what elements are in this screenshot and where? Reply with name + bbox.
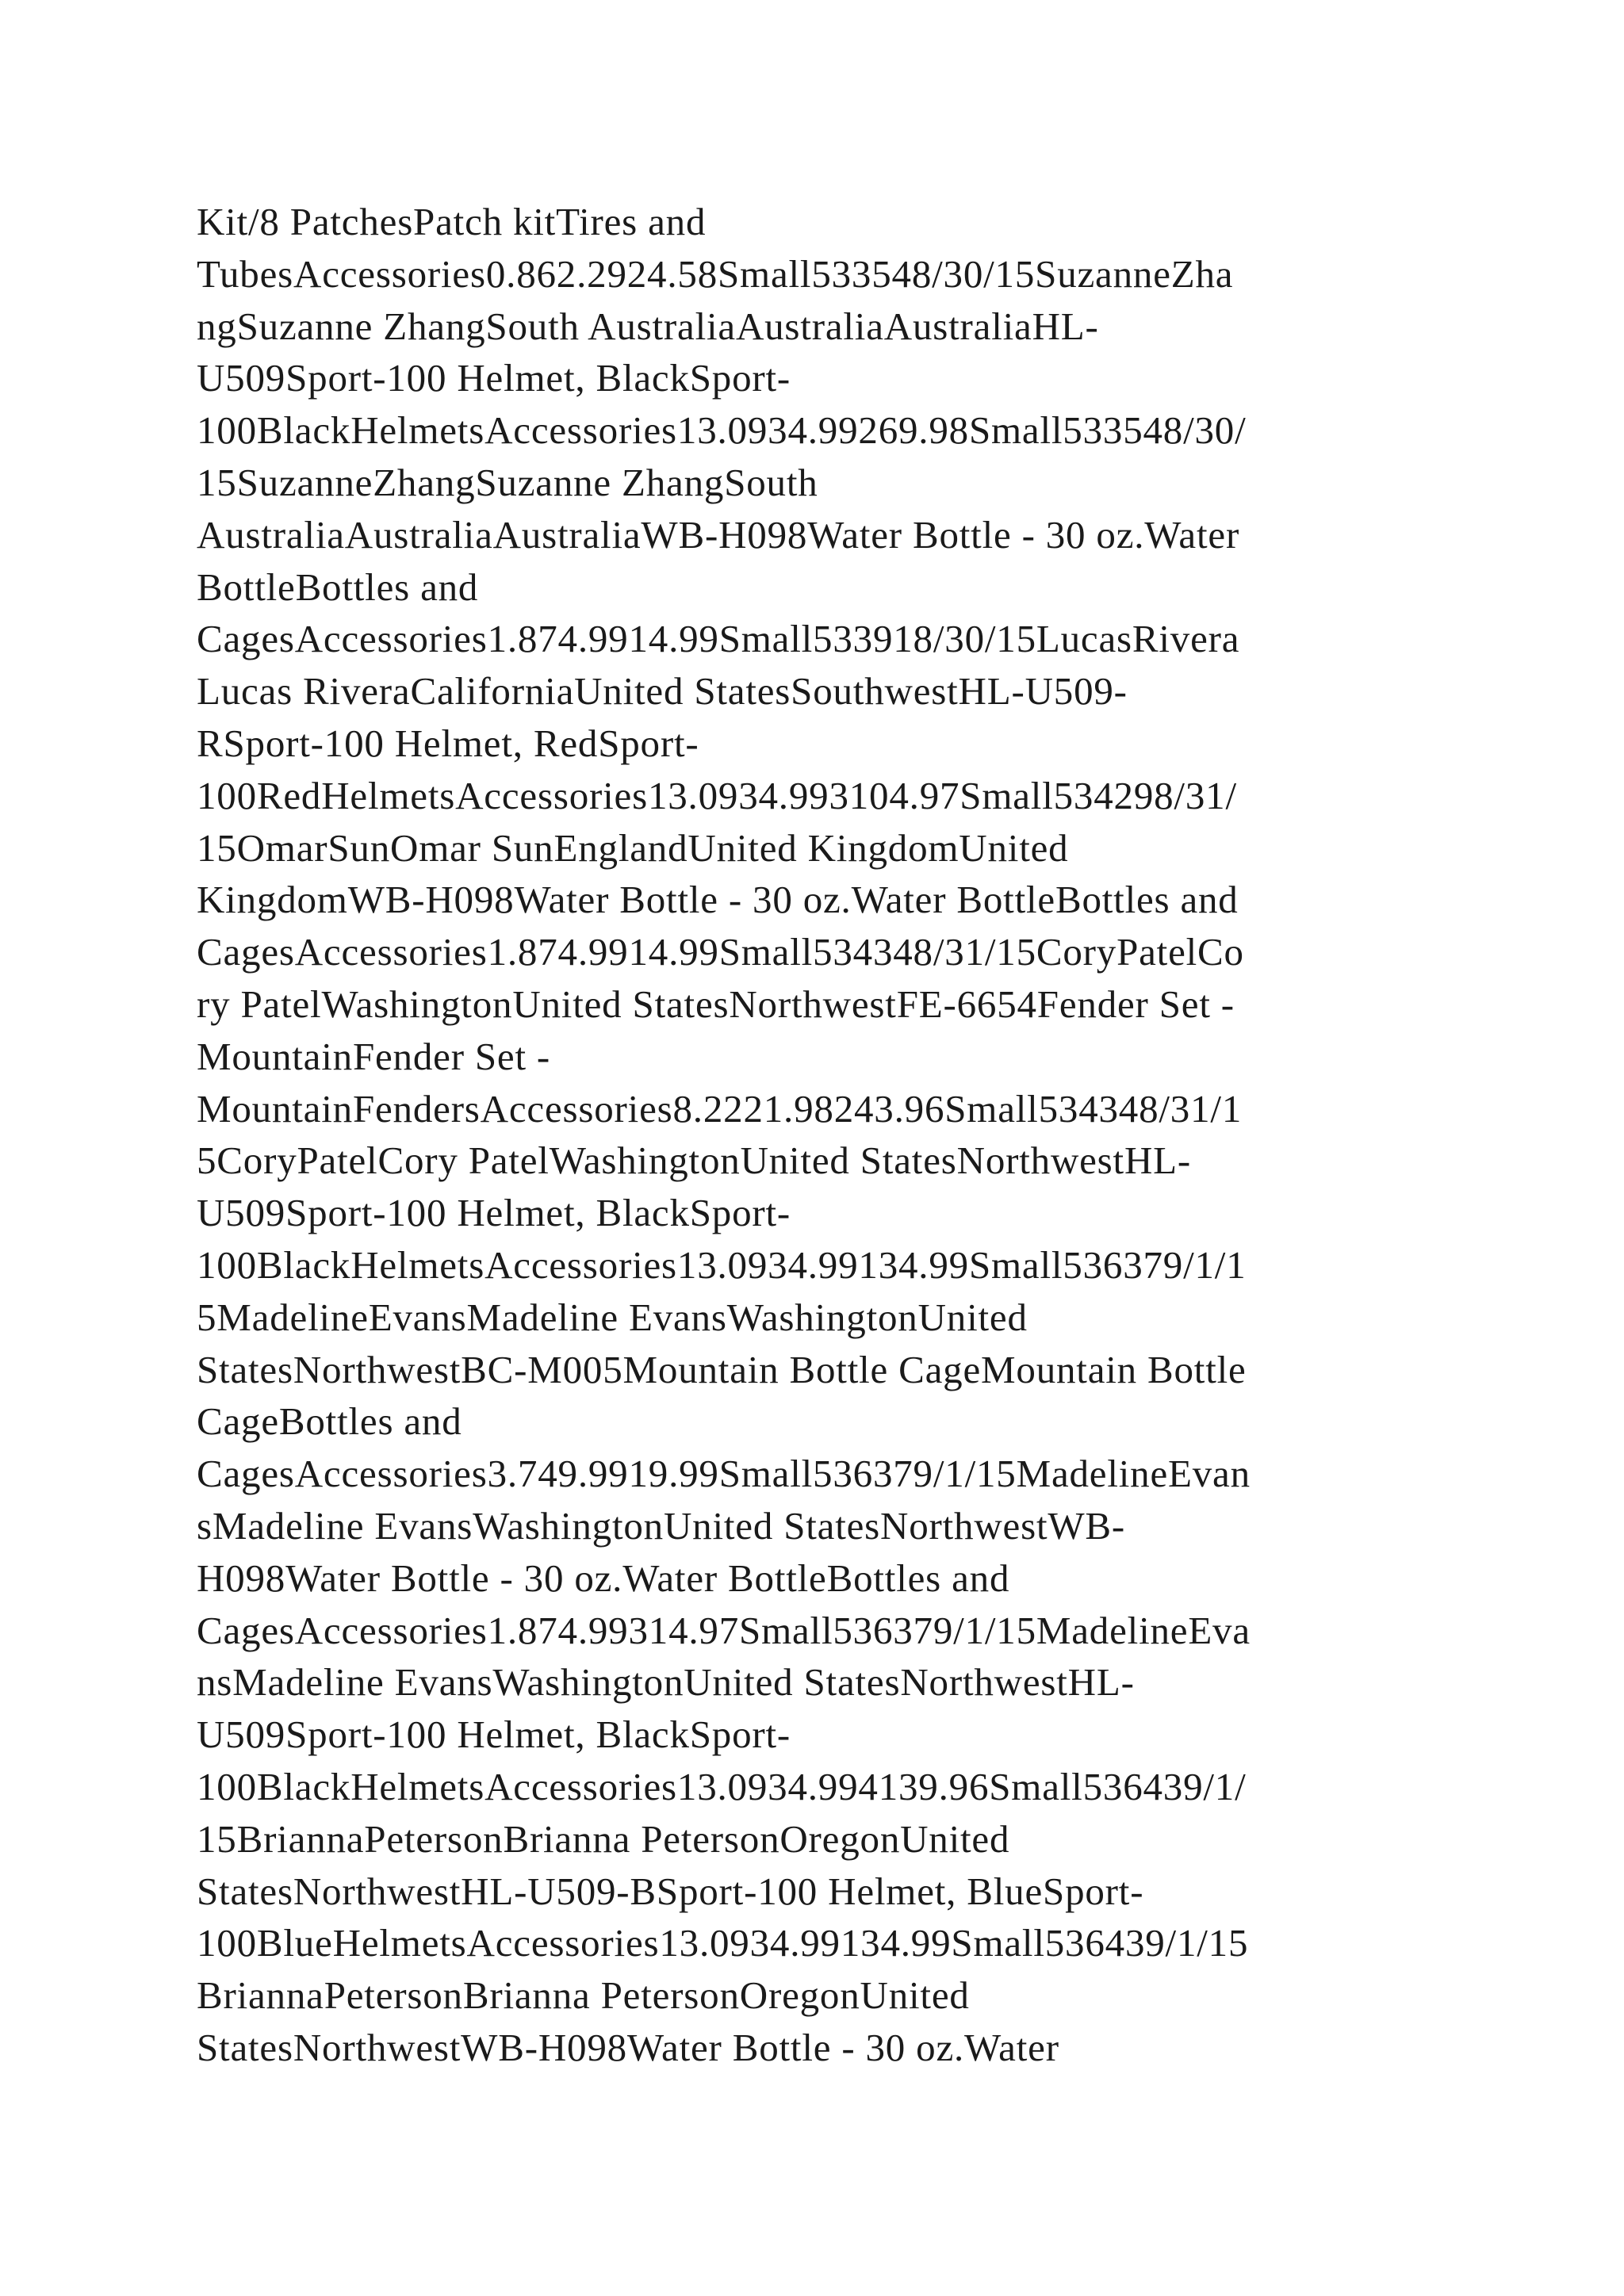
text-line: RSport-100 Helmet, RedSport- [197,721,699,765]
text-line: KingdomWB-H098Water Bottle - 30 oz.Water BottleBottles and [197,878,1239,922]
text-line: StatesNorthwestWB-H098Water Bottle - 30 oz.Water [197,2025,1059,2069]
text-line: 100BlackHelmetsAccessories13.0934.99134.99Small536379/1/1 [197,1242,1247,1287]
text-line: TubesAccessories0.862.2924.58Small533548/30/15SuzanneZha [197,251,1234,296]
body-text [197,196,1450,2074]
text-line: BottleBottles and [197,564,479,609]
text-line: sMadeline EvansWashingtonUnited StatesNorthwestWB- [197,1503,1126,1548]
text-line: U509Sport-100 Helmet, BlackSport- [197,1191,791,1235]
text-line: StatesNorthwestBC-M005Mountain Bottle CageMountain Bottle [197,1347,1247,1391]
text-line: nsMadeline EvansWashingtonUnited StatesNorthwestHL- [197,1660,1135,1705]
text-line: CagesAccessories1.874.99314.97Small536379/1/15MadelineEva [197,1608,1251,1652]
text-line: 15BriannaPetersonBrianna PetersonOregonUnited [197,1816,1010,1861]
text-line: MountainFendersAccessories8.2221.98243.96Small534348/31/1 [197,1086,1243,1131]
text-line: BriannaPetersonBrianna PetersonOregonUnited [197,1973,970,2018]
text-line: AustraliaAustraliaAustraliaWB-H098Water Bottle - 30 oz.Water [197,512,1240,557]
text-line: ry PatelWashingtonUnited StatesNorthwestFE-6654Fender Set - [197,982,1235,1026]
text-line: MountainFender Set - [197,1034,551,1078]
text-line: 100RedHelmetsAccessories13.0934.993104.97Small534298/31/ [197,773,1237,817]
text-line: StatesNorthwestHL-U509-BSport-100 Helmet, BlueSport- [197,1869,1144,1913]
text-line: 100BlackHelmetsAccessories13.0934.99269.98Small533548/30/ [197,408,1247,453]
text-line: Kit/8 PatchesPatch kitTires and [197,200,707,243]
text-line: 5MadelineEvansMadeline EvansWashingtonUnited [197,1295,1028,1339]
text-line: ngSuzanne ZhangSouth AustraliaAustraliaAustraliaHL- [197,304,1099,348]
text-line: 15SuzanneZhangSuzanne ZhangSouth [197,460,818,504]
text-line: Lucas RiveraCaliforniaUnited StatesSouthwestHL-U509- [197,669,1128,714]
text-line: 100BlackHelmetsAccessories13.0934.994139.96Small536439/1/ [197,1764,1247,1808]
text-line: 15OmarSunOmar SunEnglandUnited KingdomUnited [197,825,1069,870]
text-line: CageBottles and [197,1399,462,1444]
text-line: U509Sport-100 Helmet, BlackSport- [197,356,791,400]
text-line: H098Water Bottle - 30 oz.Water BottleBottles and [197,1556,1010,1600]
text-line: CagesAccessories1.874.9914.99Small533918/30/15LucasRivera [197,617,1240,661]
text-line: CagesAccessories1.874.9914.99Small534348/31/15CoryPatelCo [197,930,1244,974]
text-line: U509Sport-100 Helmet, BlackSport- [197,1712,791,1757]
text-line: 5CoryPatelCory PatelWashingtonUnited StatesNorthwestHL- [197,1138,1191,1183]
text-line: 100BlueHelmetsAccessories13.0934.99134.99Small536439/1/15 [197,1921,1249,1965]
text-line: CagesAccessories3.749.9919.99Small536379/1/15MadelineEvan [197,1452,1251,1496]
